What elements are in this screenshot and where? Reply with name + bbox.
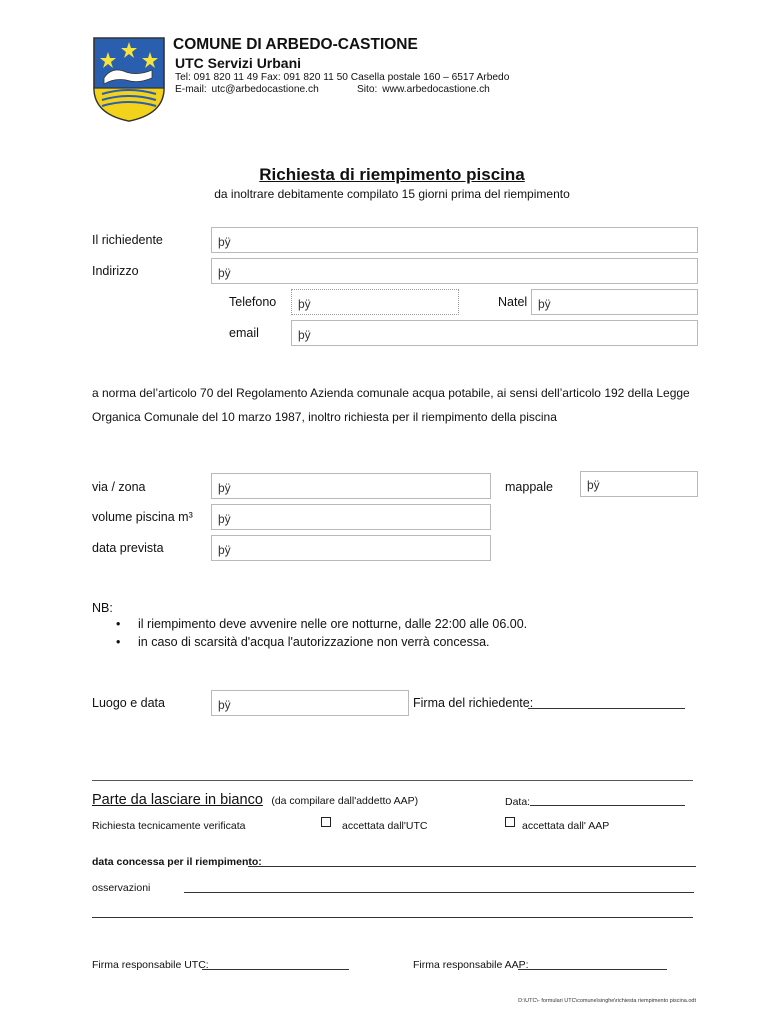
form-subtitle: da inoltrare debitamente compilato 15 giorni prima del riempimento (214, 187, 570, 201)
place-date-field[interactable]: þÿ (211, 690, 409, 716)
legal-paragraph-line2: Organica Comunale del 10 marzo 1987, inoltro richiesta per il riempimento della piscina (92, 410, 557, 424)
address-field[interactable]: þÿ (211, 258, 698, 284)
office-date-line[interactable] (530, 805, 685, 806)
zone-label: via / zona (92, 480, 146, 494)
email-field-label: email (229, 326, 259, 340)
applicant-label: Il richiedente (92, 233, 163, 247)
email-field[interactable]: þÿ (291, 320, 698, 346)
bullet-icon: • (116, 635, 121, 649)
planned-date-label: data prevista (92, 541, 164, 555)
coat-of-arms-icon (92, 36, 166, 122)
website-link[interactable]: www.arbedocastione.ch (382, 84, 490, 95)
aap-checkbox-label: accettata dall' AAP (522, 820, 610, 832)
volume-field[interactable]: þÿ (211, 504, 491, 530)
applicant-signature-line[interactable] (528, 708, 685, 709)
office-date-label: Data: (505, 796, 531, 808)
utc-checkbox-label: accettata dall'UTC (342, 820, 428, 832)
aap-checkbox[interactable] (505, 817, 515, 827)
address-label: Indirizzo (92, 264, 139, 278)
parcel-field[interactable]: þÿ (580, 471, 698, 497)
email-label: E-mail: (175, 84, 207, 95)
remarks-line[interactable] (184, 892, 694, 893)
office-heading-note: (da compilare dall'addetto AAP) (271, 795, 419, 807)
nb-text: il riempimento deve avvenire nelle ore notturne, dalle 22:00 alle 06.00. (138, 617, 528, 631)
website-label: Sito: (357, 84, 378, 95)
form-title: Richiesta di riempimento piscina (259, 165, 525, 184)
nb-label: NB: (92, 601, 113, 615)
website-line (357, 84, 490, 95)
utc-signature-label: Firma responsabile UTC: (92, 959, 209, 971)
parcel-label: mappale (505, 480, 553, 494)
phone-field[interactable]: þÿ (291, 289, 459, 315)
office-heading (92, 791, 418, 809)
granted-date-label: data concessa per il riempimento: (92, 856, 262, 868)
planned-date-field[interactable]: þÿ (211, 535, 491, 561)
footer-path: D:\UTC\- formulari UTC\comune\singhe\richiesta riempimento piscina.odt (518, 998, 696, 1004)
utc-signature-line[interactable] (202, 969, 349, 970)
remarks-label: osservazioni (92, 882, 151, 894)
remarks-line[interactable] (92, 917, 693, 918)
mobile-field[interactable]: þÿ (531, 289, 698, 315)
email-link[interactable]: utc@arbedocastione.ch (211, 84, 319, 95)
zone-field[interactable]: þÿ (211, 473, 491, 499)
verification-label: Richiesta tecnicamente verificata (92, 820, 246, 832)
office-heading-title: Parte da lasciare in bianco (92, 792, 263, 808)
aap-signature-label: Firma responsabile AAP: (413, 959, 529, 971)
applicant-field[interactable]: þÿ (211, 227, 698, 253)
nb-text: in caso di scarsità d'acqua l'autorizzazione non verrà concessa. (138, 635, 490, 649)
email-line (175, 84, 319, 95)
coat-of-arms-logo (92, 36, 166, 122)
mobile-label: Natel (498, 295, 528, 309)
department-name: UTC Servizi Urbani (175, 55, 302, 71)
contact-line: Tel: 091 820 11 49 Fax: 091 820 11 50 Casella postale 160 – 6517 Arbedo (175, 72, 510, 83)
legal-paragraph-line1: a norma del’articolo 70 del Regolamento Azienda comunale acqua potabile, ai sensi dell’articolo 192 della Legge (92, 386, 690, 400)
phone-label: Telefono (229, 295, 277, 309)
municipality-name: COMUNE DI ARBEDO-CASTIONE (173, 36, 418, 53)
nb-item (116, 635, 490, 649)
nb-item (116, 617, 528, 631)
granted-date-line[interactable] (248, 866, 696, 867)
applicant-signature-label: Firma del richiedente: (413, 696, 534, 710)
section-divider (92, 780, 693, 781)
utc-checkbox[interactable] (321, 817, 331, 827)
volume-label: volume piscina m³ (92, 510, 193, 524)
bullet-icon: • (116, 617, 121, 631)
aap-signature-line[interactable] (518, 969, 667, 970)
place-date-label: Luogo e data (92, 696, 165, 710)
